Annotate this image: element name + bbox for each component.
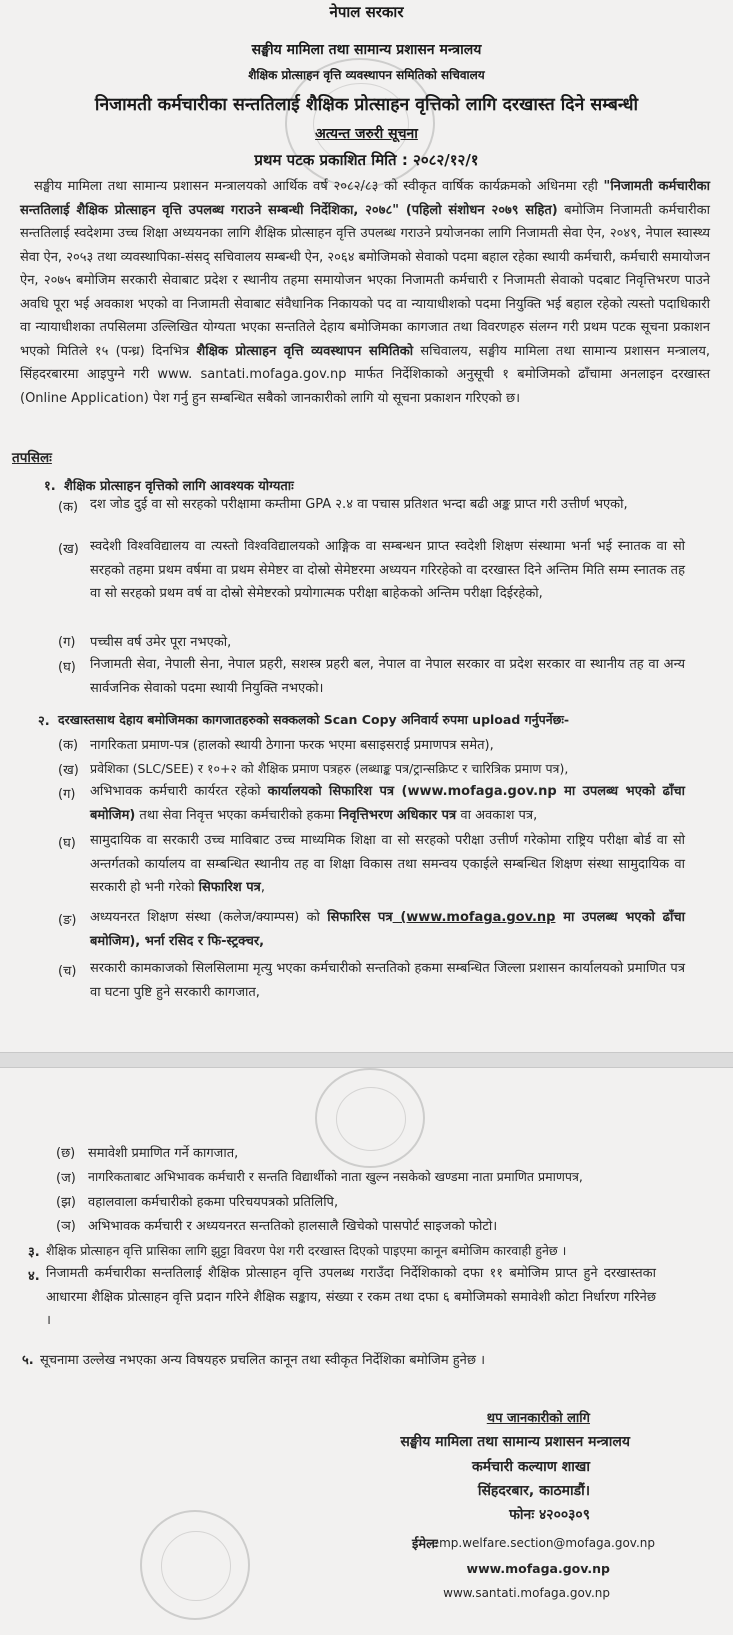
notice-page-2 (0, 1068, 733, 1635)
item-text: अभिभावक कर्मचारी कार्यरत रहेको कार्यालयको सिफारिश पत्र (www.mofaga.gov.np मा उपलब्ध भएको ढाँचा बमोजिम) तथा सेवा निवृत्त भएका कर्मचारीको हकमा निवृत्तिभरण अधिकार पत्र वा अवकाश पत्र, (90, 784, 685, 823)
item-label: (च) (58, 964, 77, 979)
publish-date: प्रथम पटक प्रकाशित मिति : २०८२/१२/१ (254, 151, 479, 169)
item-label: (ख) (58, 542, 79, 557)
item-text: अध्ययनरत शिक्षण संस्था (कलेज/क्याम्पस) को सिफारिस पत्र (www.mofaga.gov.np मा उपलब्ध भएको ढाँचा बमोजिम), भर्ना रसिद र फि-स्ट्रक्चर, (90, 910, 685, 949)
tapsil-heading: तपसिलः (12, 450, 52, 466)
item-label: (छ) (56, 1146, 76, 1161)
notice-subtitle: अत्यन्त जरुरी सूचना (315, 126, 418, 142)
section1-num: १. (44, 479, 56, 494)
section1-heading: शैक्षिक प्रोत्साहन वृत्तिको लागि आवश्यक योग्यताः (64, 479, 294, 494)
section2-heading: दरखास्तसाथ देहाय बमोजिमका कागजातहरुको सक्कलको Scan Copy अनिवार्य रुपमा upload गर्नुपर्नेछः- (58, 712, 570, 727)
ministry-seal-icon (315, 1068, 425, 1168)
item-text: वहालवाला कर्मचारीको हकमा परिचयपत्रको प्रतिलिपि, (88, 1195, 339, 1210)
item-label: (ञ) (56, 1219, 76, 1234)
section5-num: ५. (22, 1353, 34, 1368)
section3-text: शैक्षिक प्रोत्साहन वृत्ति प्रासिका लागि झुट्टा विवरण पेश गरी दरखास्त दिएको पाइएमा कानून बमोजिम कारवाही हुनेछ । (46, 1243, 567, 1258)
item-text: दश जोड दुई वा सो सरहको परीक्षामा कम्तीमा GPA २.४ वा पचास प्रतिशत भन्दा बढी अङ्क प्राप्त गरी उत्तीर्ण भएको, (90, 497, 628, 512)
header-secretariat: शैक्षिक प्रोत्साहन वृत्ति व्यवस्थापन समितिको सचिवालय (248, 68, 485, 82)
page-separator (0, 1052, 733, 1068)
item-text: नागरिकता प्रमाण-पत्र (हालको स्थायी ठेगाना फरक भएमा बसाइसराई प्रमाणपत्र समेत), (90, 738, 494, 753)
item-text: निजामती सेवा, नेपाली सेना, नेपाल प्रहरी, सशस्त्र प्रहरी बल, नेपाल वा नेपाल सरकार वा प्रदेश सरकार वा स्थानीय तह वा अन्य सार्वजनिक सेवाको पदमा स्थायी नियुक्ति नभएको। (90, 657, 685, 696)
section5-text: सूचनामा उल्लेख नभएका अन्य विषयहरु प्रचलित कानून तथा स्वीकृत निर्देशिका बमोजिम हुनेछ । (40, 1353, 486, 1368)
item-label: (क) (58, 738, 79, 753)
item-text: नागरिकताबाट अभिभावक कर्मचारी र सन्तति विद्यार्थीको नाता खुल्न नसकेको खण्डमा नाता प्रमाणित प्रमाणपत्र, (88, 1169, 583, 1184)
item-label: (झ) (56, 1195, 76, 1210)
section3-num: ३. (28, 1245, 40, 1260)
section4-text: निजामती कर्मचारीका सन्ततिलाई शैक्षिक प्रोत्साहन वृत्ति उपलब्ध गराउँदा निर्देशिकाको दफा ११ बमोजिम प्राप्त हुने दरखास्तका आधारमा शैक्षिक प्रोत्साहन वृत्ति प्रदान गरिने शैक्षिक सङ्काय, संख्या र रकम तथा दफा ६ बमोजिमको समावेशी कोटा निर्धारण गरिनेछ । (46, 1266, 656, 1328)
item-label: (ग) (58, 787, 76, 802)
contact-email[interactable]: emp.welfare.section@mofaga.gov.np (431, 1536, 655, 1550)
ministry-seal-icon (140, 1510, 250, 1620)
item-text: सामुदायिक वा सरकारी उच्च माविबाट उच्च माध्यमिक शिक्षा वा सो सरहको परीक्षा उत्तीर्ण गरेकोमा राष्ट्रिय परीक्षा बोर्ड वा सो अन्तर्गतको कार्यालय वा सम्बन्धित स्थानीय तह वा शिक्षा विकास तथा समन्वय एकाईले सम्बन्धित शिक्षण संस्था सामुदायिक वा सरकारी हो भनी गरेको सिफारिश पत्र, (90, 833, 685, 895)
item-label: (क) (58, 500, 79, 515)
header-ministry: सङ्घीय मामिला तथा सामान्य प्रशासन मन्त्रालय (251, 42, 482, 58)
item-label: (ख) (58, 763, 79, 778)
item-label: (घ) (58, 660, 76, 675)
header-gov: नेपाल सरकार (329, 3, 404, 21)
contact-web-santati[interactable]: www.santati.mofaga.gov.np (443, 1586, 610, 1600)
item-text: स्वदेशी विश्वविद्यालय वा त्यस्तो विश्वविद्यालयको आङ्गिक वा सम्बन्धन प्राप्त स्वदेशी शिक्षण संस्थामा भर्ना भई स्नातक वा सो सरहको तहमा प्रथम वर्षमा वा प्रथम सेमेष्टर वा दोस्रो सेमेष्टरमा अध्ययन गरिरहेको वा दरखास्त दिने अन्तिम मिति सम्म स्नातक तह वा सो सरहको प्रथम वर्ष वा दोस्रो सेमेष्टरको प्रयोगात्मक परीक्षा बाहेकको अन्तिम परीक्षा दिईरहेको, (90, 539, 685, 601)
contact-branch: कर्मचारी कल्याण शाखा (472, 1459, 590, 1475)
item-text: सरकारी कामकाजको सिलसिलामा मृत्यु भएका कर्मचारीको सन्ततिको हकमा सम्बन्धित जिल्ला प्रशासन कार्यालयको प्रमाणित पत्र वा घटना पुष्टि हुने सरकारी कागजात, (90, 961, 685, 1000)
item-text: समावेशी प्रमाणित गर्ने कागजात, (88, 1146, 239, 1161)
item-label: (ङ) (58, 913, 77, 928)
contact-email-label: ईमेलः (412, 1537, 438, 1552)
item-text: अभिभावक कर्मचारी र अध्ययनरत सन्ततिको हालसालै खिचेको पासपोर्ट साइजको फोटो। (88, 1219, 498, 1234)
item-text: पच्चीस वर्ष उमेर पूरा नभएको, (90, 635, 232, 650)
item-text: प्रवेशिका (SLC/SEE) र १०+२ को शैक्षिक प्रमाण पत्रहरु (लब्धाङ्क पत्र/ट्रान्सक्रिप्ट र चारित्रिक प्रमाण पत्र), (90, 761, 569, 776)
contact-web-mofaga[interactable]: www.mofaga.gov.np (466, 1561, 610, 1576)
contact-phone: फोनः ४२००३०९ (509, 1507, 590, 1523)
section2-num: २. (38, 714, 50, 729)
contact-address: सिंहदरबार, काठमाडौं। (477, 1483, 590, 1499)
notice-title: निजामती कर्मचारीका सन्ततिलाई शैक्षिक प्रोत्साहन वृत्तिको लागि दरखास्त दिने सम्बन्धी (94, 95, 639, 115)
contact-heading: थप जानकारीको लागि (486, 1411, 590, 1426)
item-label: (ज) (56, 1171, 76, 1186)
item-label: (ग) (58, 635, 76, 650)
section4-num: ४. (28, 1269, 40, 1284)
item-label: (घ) (58, 836, 76, 851)
intro-paragraph: सङ्घीय मामिला तथा सामान्य प्रशासन मन्त्रालयको आर्थिक वर्ष २०८२/८३ को स्वीकृत वार्षिक कार्यक्रमको अधिनमा रही "निजामती कर्मचारीका सन्ततिलाई शैक्षिक प्रोत्साहन वृत्ति उपलब्ध गराउने सम्बन्धी निर्देशिका, २०७८" (पहिलो संशोधन २०७९ सहित) बमोजिम निजामती कर्मचारीका सन्ततिलाई स्वदेशमा उच्च शिक्षा अध्ययनका लागि शैक्षिक प्रोत्साहन वृत्ति उपलब्ध गराउने प्रयोजनका लागि निजामती सेवा ऐन, २०४९, नेपाल स्वास्थ्य सेवा ऐन, २०५३ तथा व्यवस्थापिका-संसद् सचिवालय सम्बन्धी ऐन, २०६४ बमोजिमको सेवाको पदमा बहाल रहेका स्थायी कर्मचारी, कर्मचारी समायोजन ऐन, २०७५ बमोजिम सरकारी सेवाबाट प्रदेश र स्थानीय तहमा समायोजन भएका निजामती कर्मचारी र निजामती सेवाको पदबाट निवृत्तिभरण पाउने अवधि पूरा भई अवकाश भएको वा निजामती सेवाबाट संवैधानिक निकायको पद वा न्यायाधीशको पदमा नियुक्ति भई बहाल रहेको त्यस्तो पदाधिकारी वा न्यायाधीशका तपसिलमा उल्लिखित योग्यता भएका सन्ततिले देहाय बमोजिमका कागजात तथा विवरणहरु संलग्न गरी प्रथम पटक सूचना प्रकाशन भएको मितिले १५ (पन्ध्र) दिनभित्र शैक्षिक प्रोत्साहन वृत्ति व्यवस्थापन समितिको सचिवालय, सङ्घीय मामिला तथा सामान्य प्रशासन मन्त्रालय, सिंहदरबारमा आइपुग्ने गरी www. santati.mofaga.gov.np मार्फत निर्देशिकाको अनुसूची १ बमोजिमको ढाँचामा अनलाइन दरखास्त (Online Application) पेश गर्नु हुन सम्बन्धित सबैको जानकारीको लागि यो सूचना प्रकाशन गरिएको छ। (20, 179, 710, 406)
contact-ministry: सङ्घीय मामिला तथा सामान्य प्रशासन मन्त्रालय (400, 1434, 630, 1450)
